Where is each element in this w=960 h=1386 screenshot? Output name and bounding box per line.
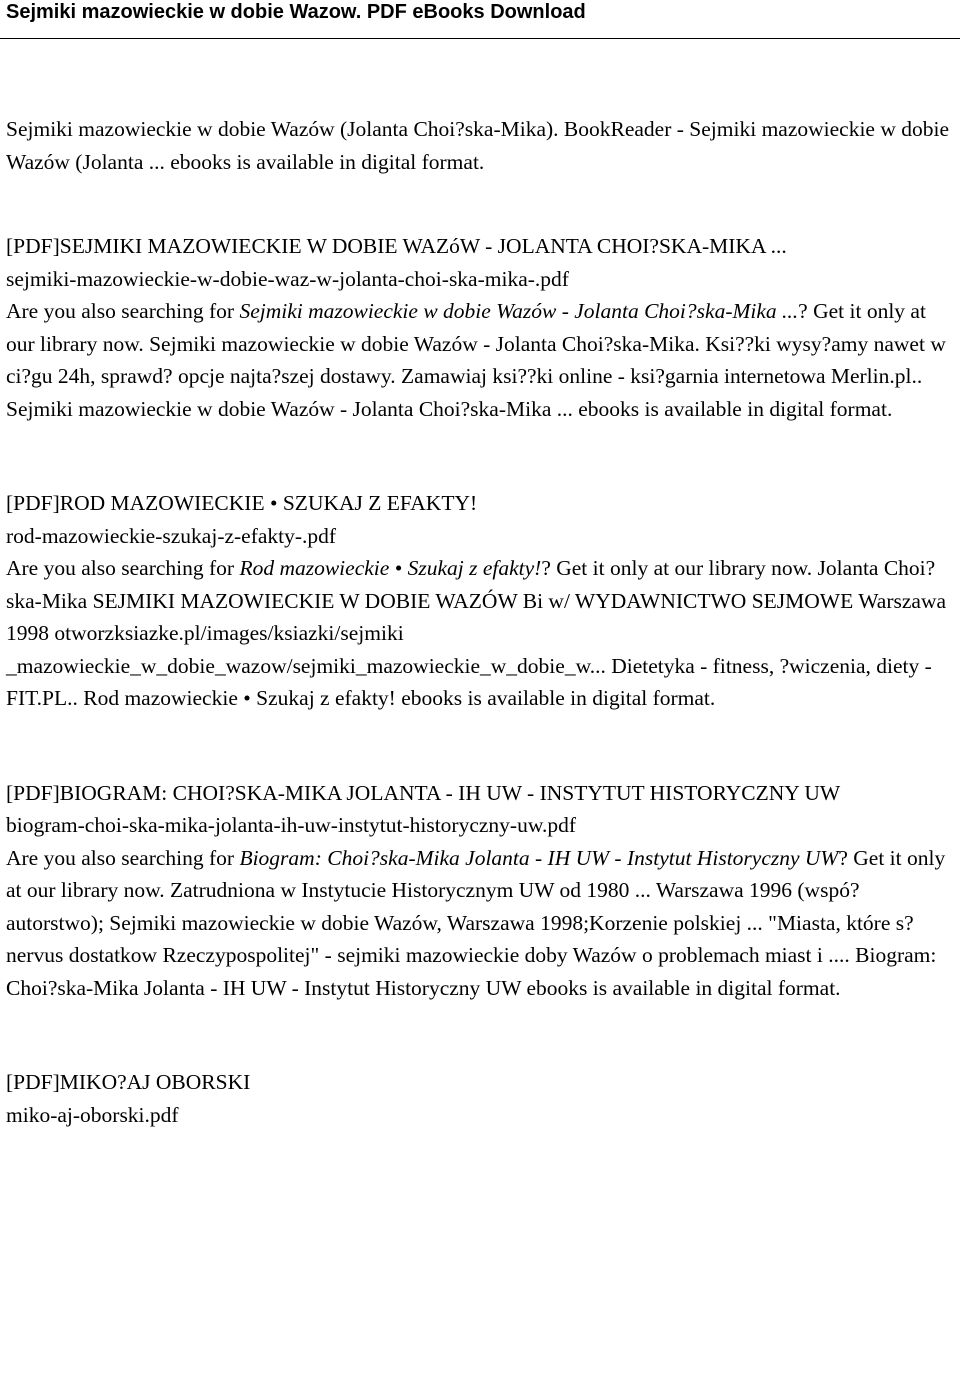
result-title[interactable]: [PDF]MIKO?AJ OBORSKI [6, 1070, 251, 1094]
result-description [6, 295, 952, 425]
result-title[interactable]: [PDF]ROD MAZOWIECKIE • SZUKAJ Z EFAKTY! [6, 491, 478, 515]
result-section [6, 230, 952, 425]
result-title[interactable]: [PDF]BIOGRAM: CHOI?SKA-MIKA JOLANTA - IH UW - INSTYTUT HISTORYCZNY UW [6, 780, 841, 805]
result-filename: sejmiki-mazowieckie-w-dobie-waz-w-jolanta-choi-ska-mika-.pdf [6, 266, 569, 291]
description-text: ? Get it only at our library now. Zatrudniona w Instytucie Historycznym UW od 1980 ... Warszawa 1996 (wspó?autorstwo); Sejmiki mazowieckie w dobie Wazów, Warszawa 1998;Korzenie polskiej ... "Miasta, które s? nervus dostatkow Rzeczypospolitej" - sejmiki mazowieckie doby Wazów o problemach miast i .... Biogram: Choi?ska-Mika Jolanta - IH UW - Instytut Historyczny UW ebooks is available in digital format. [6, 845, 946, 1000]
result-section [6, 1066, 952, 1131]
description-italic-title: Biogram: Choi?ska-Mika Jolanta - IH UW - Instytut Historyczny UW [239, 845, 839, 870]
description-text: ? Get it only at our library now. Sejmiki mazowieckie w dobie Wazów - Jolanta Choi?ska-Mika. Ksi??ki wysy?amy nawet w ci?gu 24h, sprawd? opcje najta?szej dostawy. Zamawiaj ksi??ki online - ksi?garnia internetowa Merlin.pl.. Sejmiki mazowieckie w dobie Wazów - Jolanta Choi?ska-Mika ... ebooks is available in digital format. [6, 299, 946, 421]
description-lead: Are you also searching for [6, 845, 240, 870]
description-text: ? Get it only at our library now. Jolanta Choi?ska-Mika SEJMIKI MAZOWIECKIE W DOBIE WAZÓW Bi w/ WYDAWNICTWO SEJMOWE Warszawa 1998 otworzksiazke.pl/images/ksiazki/sejmiki _mazowieckie_w_dobie_wazow/sejmiki_mazowieckie_w_dobie_w... Dietetyka - fitness, ?wiczenia, diety - FIT.PL.. Rod mazowieckie • Szukaj z efakty! ebooks is available in digital format. [6, 556, 947, 710]
result-description [6, 552, 952, 715]
result-description [6, 842, 952, 1005]
intro-paragraph: Sejmiki mazowieckie w dobie Wazów (Jolanta Choi?ska-Mika). BookReader - Sejmiki mazowieckie w dobie Wazów (Jolanta ... ebooks is available in digital format. [6, 117, 950, 174]
page-header [0, 0, 960, 40]
description-italic-title: Sejmiki mazowieckie w dobie Wazów - Jolanta Choi?ska-Mika ... [239, 299, 799, 323]
description-italic-title: Rod mazowieckie • Szukaj z efakty! [239, 556, 542, 580]
result-section [6, 487, 952, 715]
description-lead: Are you also searching for [6, 299, 240, 323]
document-body [6, 113, 952, 1193]
result-section [6, 777, 952, 1005]
result-filename: rod-mazowieckie-szukaj-z-efakty-.pdf [6, 523, 337, 548]
page-title: Sejmiki mazowieckie w dobie Wazow. PDF eBooks Download [6, 1, 586, 23]
result-filename: biogram-choi-ska-mika-jolanta-ih-uw-instytut-historyczny-uw.pdf [6, 813, 576, 837]
result-title[interactable]: [PDF]SEJMIKI MAZOWIECKIE W DOBIE WAZóW - JOLANTA CHOI?SKA-MIKA ... [6, 234, 787, 258]
header-divider [0, 38, 960, 39]
result-filename: miko-aj-oborski.pdf [6, 1102, 179, 1127]
description-lead: Are you also searching for [6, 556, 240, 580]
